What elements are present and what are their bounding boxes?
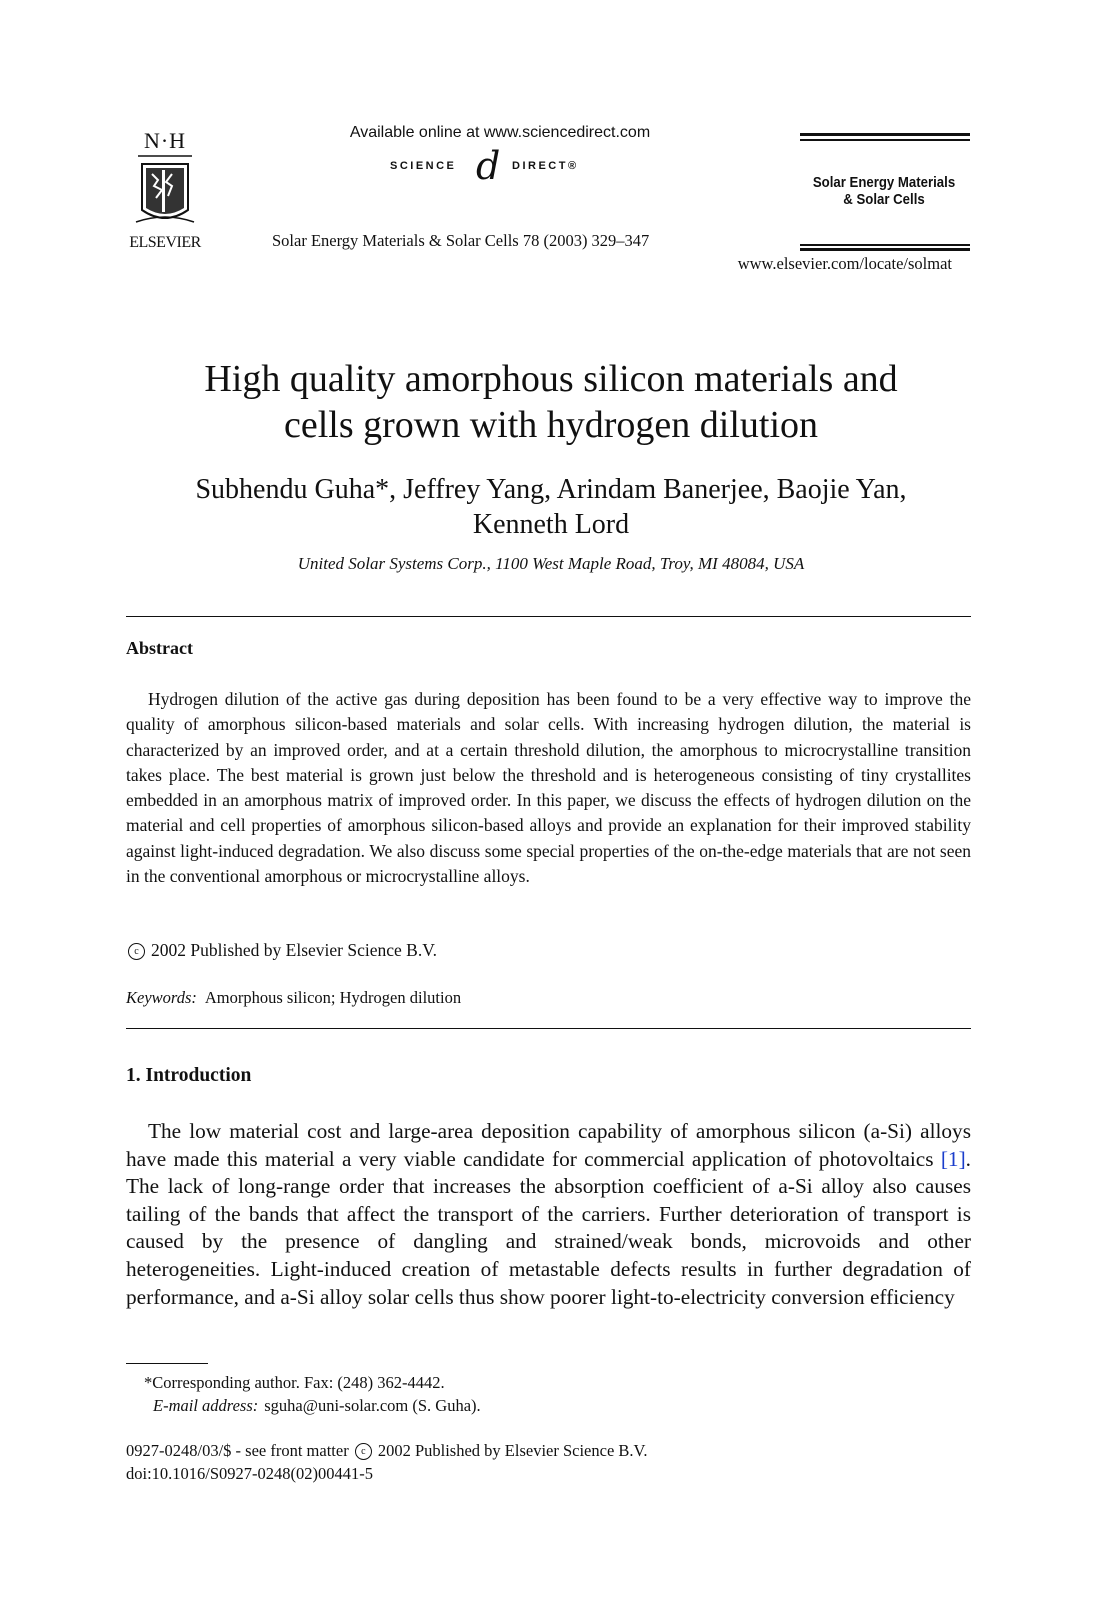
journal-rule [800, 248, 970, 251]
introduction-paragraph [126, 1118, 971, 1311]
corresponding-author-footnote: *Corresponding author. Fax: (248) 362-4442. [144, 1373, 445, 1392]
journal-rule [800, 133, 970, 136]
sciencedirect-logo [390, 144, 610, 190]
journal-rule [800, 139, 970, 141]
keywords-list: Amorphous silicon; Hydrogen dilution [204, 988, 462, 1007]
citation-link[interactable]: [1] [940, 1146, 966, 1171]
sciencedirect-right: DIRECT® [512, 160, 579, 172]
journal-name [810, 174, 958, 208]
journal-name-line: & Solar Cells [843, 191, 925, 208]
section-divider [126, 1028, 971, 1029]
author-affiliation: United Solar Systems Corp., 1100 West Maple Road, Troy, MI 48084, USA [297, 554, 805, 573]
intro-text: The low material cost and large-area deposition capability of amorphous silicon (a-Si) alloys have made this material a very viable candidate for commercial application of photovoltaics [126, 1119, 971, 1171]
publisher-name: ELSEVIER [129, 234, 201, 251]
email-footnote [153, 1396, 481, 1416]
footnote-divider [126, 1363, 208, 1364]
journal-name-line: Solar Energy Materials [812, 174, 956, 191]
section-divider [126, 616, 971, 617]
copyright-icon: c [128, 943, 145, 960]
copyright-icon: c [355, 1443, 372, 1460]
abstract-heading: Abstract [126, 638, 193, 658]
keywords [126, 988, 461, 1008]
journal-url[interactable]: www.elsevier.com/locate/solmat [737, 254, 952, 273]
introduction-heading: 1. Introduction [126, 1065, 252, 1086]
paper-authors [110, 472, 992, 542]
paper-title [110, 356, 992, 448]
sciencedirect-d-icon: d [476, 144, 501, 188]
issn-suffix: 2002 Published by Elsevier Science B.V. [377, 1441, 648, 1460]
abstract-paragraph: Hydrogen dilution of the active gas during deposition has been found to be a very effective way to improve the quality of amorphous silicon-based materials and solar cells. With increasing hydrogen dilution, the material is characterized by an improved order, and at a certain threshold dilution, the amorphous to microcrystalline transition takes place. The best material is grown just below the threshold and is heterogeneous consisting of tiny crystallites embedded in an amorphous matrix of improved order. In this paper, we discuss the effects of hydrogen dilution on the material and cell properties of amorphous silicon-based alloys and provide an explanation for their improved stability against light-induced degradation. We also discuss some special properties of the on-the-edge materials that are not seen in the conventional amorphous or microcrystalline alloys. [126, 689, 971, 887]
publisher-mark: N·H [143, 128, 187, 153]
journal-rule [800, 244, 970, 246]
intro-text: . The lack of long-range order that increases the absorption coefficient of a-Si alloy also causes tailing of the bands that affect the transport of the carriers. Further deterioration of transport is caused by the presence of dangling and strained/weak bonds, microvoids and other heterogeneities. Light-induced creation of metastable defects results in further degradation of performance, and a-Si alloy solar cells thus show poorer light-to-electricity conversion efficiency [126, 1146, 971, 1309]
doi[interactable]: doi:10.1016/S0927-0248(02)00441-5 [126, 1464, 374, 1483]
available-online-text: Available online at www.sciencedirect.com [349, 124, 651, 141]
keywords-label: Keywords: [126, 988, 197, 1007]
elsevier-logo [122, 130, 208, 254]
email-address[interactable]: sguha@uni-solar.com (S. Guha). [264, 1396, 481, 1415]
authors-line: Subhendu Guha*, Jeffrey Yang, Arindam Banerjee, Baojie Yan, [195, 474, 907, 505]
title-line: cells grown with hydrogen dilution [283, 404, 819, 446]
email-label: E-mail address: [153, 1396, 259, 1415]
abstract-body [126, 687, 971, 889]
issn-line [126, 1441, 647, 1461]
title-line: High quality amorphous silicon materials and [204, 358, 898, 400]
sciencedirect-left: SCIENCE [390, 160, 457, 172]
copyright-text: 2002 Published by Elsevier Science B.V. [151, 940, 437, 960]
authors-line: Kenneth Lord [472, 509, 630, 540]
issn-prefix: 0927-0248/03/$ - see front matter [126, 1441, 349, 1460]
abstract-copyright [126, 940, 437, 961]
introduction-body [126, 1118, 971, 1311]
journal-citation: Solar Energy Materials & Solar Cells 78 (2003) 329–347 [272, 231, 650, 250]
